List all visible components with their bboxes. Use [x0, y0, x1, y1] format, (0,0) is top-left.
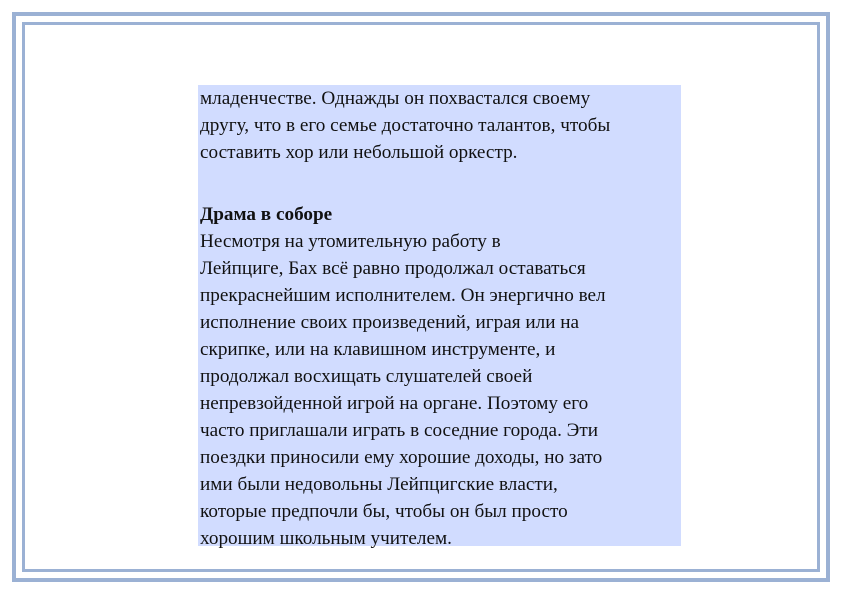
- body-line: ими были недовольны Лейпцигские власти,: [200, 474, 558, 495]
- body-line: Лейпциге, Бах всё равно продолжал оставаться: [200, 258, 586, 279]
- body-line: поездки приносили ему хорошие доходы, но зато: [200, 447, 603, 468]
- body-line: которые предпочли бы, чтобы он был просто: [200, 501, 568, 522]
- body-line: прекраснейшим исполнителем. Он энергично вел: [200, 285, 606, 306]
- intro-line: младенчестве. Однажды он похвастался своему: [200, 88, 591, 109]
- body-line: хорошим школьным учителем.: [200, 528, 452, 549]
- body-line: исполнение своих произведений, играя или на: [200, 312, 580, 333]
- text-block: [198, 85, 681, 549]
- intro-paragraph: [200, 85, 681, 166]
- intro-line: составить хор или небольшой оркестр.: [200, 142, 518, 163]
- body-line: Несмотря на утомительную работу в: [200, 231, 501, 252]
- body-line: продолжал восхищать слушателей своей: [200, 366, 533, 387]
- section-heading: Драма в соборе: [200, 204, 333, 225]
- intro-line: другу, что в его семье достаточно талантов, чтобы: [200, 115, 611, 136]
- body-line: непревзойденной игрой на органе. Поэтому его: [200, 393, 589, 414]
- body-line: скрипке, или на клавишном инструменте, и: [200, 339, 556, 360]
- body-paragraph: [200, 228, 681, 552]
- body-line: часто приглашали играть в соседние города. Эти: [200, 420, 598, 441]
